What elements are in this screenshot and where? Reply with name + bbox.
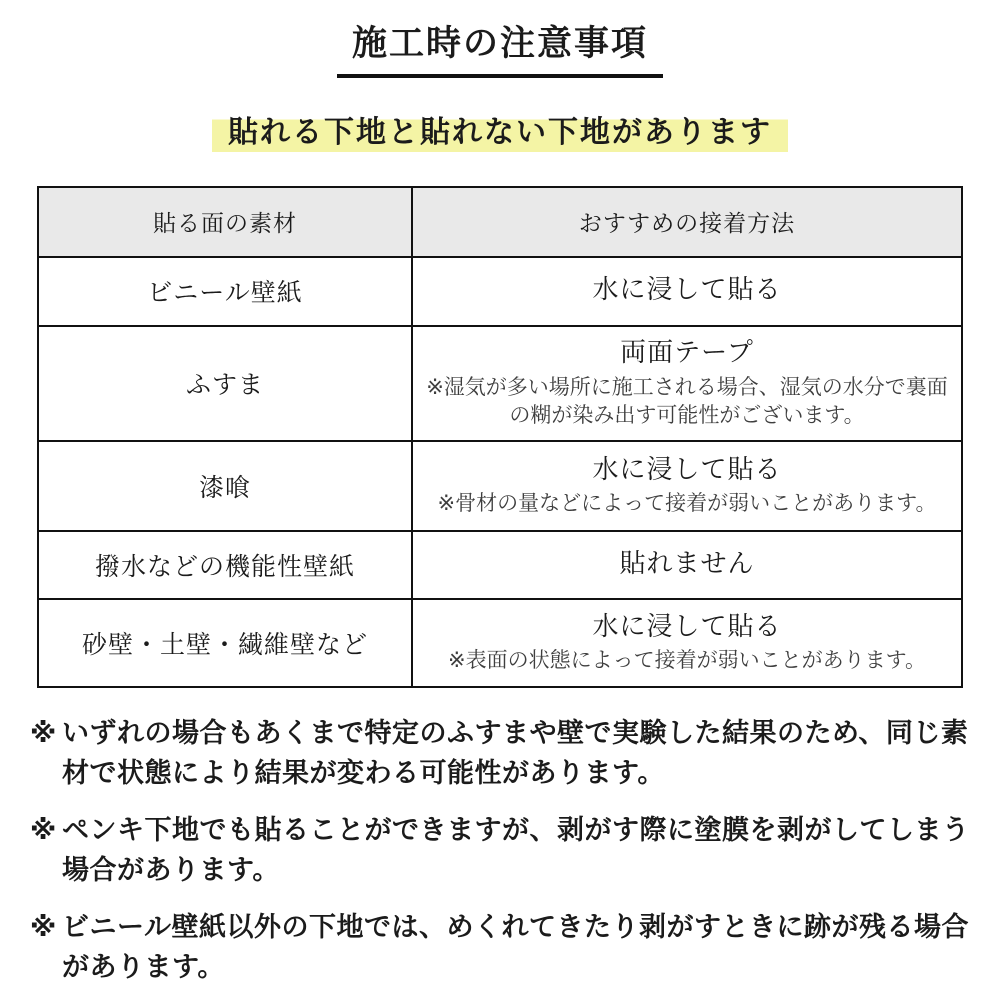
material-cell (38, 531, 412, 599)
column-header-method: おすすめの接着方法 (412, 187, 962, 257)
footnote-item (30, 908, 970, 988)
footnote-item (30, 714, 970, 794)
table-row (38, 441, 962, 531)
material-cell (38, 326, 412, 441)
material-text: 漆喰 (198, 472, 251, 502)
column-header-material: 貼る面の素材 (38, 187, 412, 257)
method-note: ※骨材の量などによって接着が弱いことがあります。 (437, 491, 937, 516)
method-note: ※表面の状態によって接着が弱いことがあります。 (448, 648, 926, 673)
material-text: 撥水などの機能性壁紙 (94, 551, 355, 581)
highlighted-subtitle (212, 114, 788, 152)
method-text: 水に浸して貼る (592, 611, 782, 642)
material-text: ビニール壁紙 (147, 278, 303, 308)
footnote-marker: ※ (30, 814, 57, 846)
material-text: 砂壁・土壁・繊維壁など (81, 629, 368, 659)
table-row (38, 599, 962, 687)
page-title-text: 施工時の注意事項 (337, 24, 663, 78)
footnote-marker: ※ (30, 911, 57, 943)
method-text: 貼れません (619, 548, 755, 579)
material-cell (38, 599, 412, 687)
footnote-text: ペンキ下地でも貼ることができますが、剥がす際に塗膜を剥がしてしまう場合があります。 (62, 814, 970, 886)
table-row (38, 326, 962, 441)
method-cell (412, 531, 962, 599)
method-note: ※湿気が多い場所に施工される場合、湿気の水分で裏面の糊が染み出す可能性がございます。 (426, 374, 948, 428)
method-text: 水に浸して貼る (592, 275, 782, 306)
substrate-adhesion-table (37, 186, 963, 688)
table-row (38, 257, 962, 326)
method-cell (412, 441, 962, 531)
footnote-item (30, 811, 970, 891)
footnote-text: ビニール壁紙以外の下地では、めくれてきたり剥がすときに跡が残る場合があります。 (62, 911, 969, 983)
page-title (337, 24, 663, 78)
highlighted-subtitle-text: 貼れる下地と貼れない下地があります (212, 114, 788, 152)
table-header-row (38, 187, 962, 257)
method-text: 両面テープ (620, 338, 754, 368)
footnotes (30, 714, 970, 1004)
material-cell (38, 257, 412, 326)
table-row (38, 531, 962, 599)
method-text: 水に浸して貼る (592, 454, 782, 485)
material-cell (38, 441, 412, 531)
method-cell (412, 257, 962, 326)
footnote-text: いずれの場合もあくまで特定のふすまや壁で実験した結果のため、同じ素材で状態により結果が変わる可能性があります。 (62, 717, 969, 789)
material-text: ふすま (185, 370, 264, 400)
footnote-marker: ※ (30, 717, 57, 749)
method-cell (412, 599, 962, 687)
method-cell (412, 326, 962, 441)
